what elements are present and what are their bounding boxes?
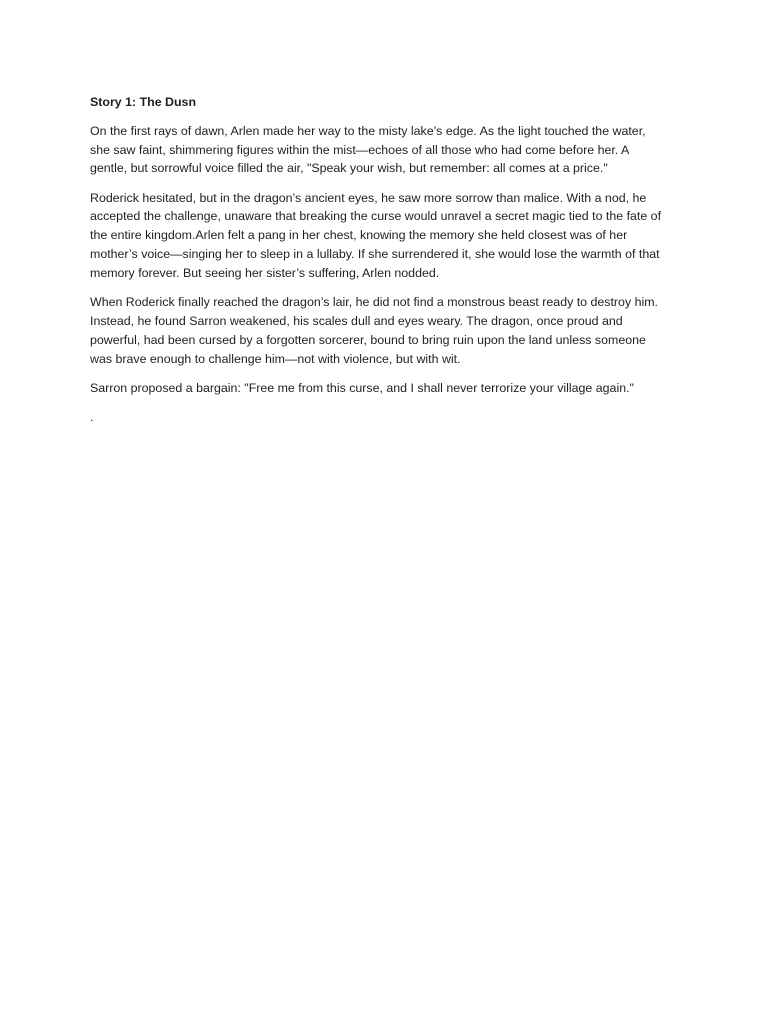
paragraph-4	[90, 379, 682, 398]
document-body	[90, 93, 682, 427]
paragraph-line: memory forever. But seeing her sister’s suffering, Arlen nodded.	[90, 265, 440, 280]
paragraph-line: accepted the challenge, unaware that breaking the curse would unravel a secret magic tied to the fate of	[90, 209, 662, 224]
paragraph-line: she saw faint, shimmering figures within the mist—echoes of all those who had come before her. A	[90, 142, 630, 157]
paragraph-line: Roderick hesitated, but in the dragon’s ancient eyes, he saw more sorrow than malice. With a nod, he	[90, 190, 647, 205]
trailing-period: .	[90, 410, 94, 425]
paragraph-line: was brave enough to challenge him—not with violence, but with wit.	[90, 351, 461, 366]
paragraph-2	[90, 189, 682, 283]
paragraph-line: the entire kingdom.Arlen felt a pang in her chest, knowing the memory she held closest was of her	[90, 228, 628, 243]
story-title: Story 1: The Dusn	[90, 95, 197, 109]
paragraph-line: When Roderick finally reached the dragon’s lair, he did not find a monstrous beast ready to destroy him.	[90, 295, 658, 310]
paragraph-line: mother’s voice—singing her to sleep in a lullaby. If she surrendered it, she would lose the warmth of that	[90, 247, 660, 262]
paragraph-1	[90, 122, 682, 178]
paragraph-line: On the first rays of dawn, Arlen made her way to the misty lake’s edge. As the light touched the water,	[90, 123, 646, 138]
paragraph-line: Sarron proposed a bargain: "Free me from this curse, and I shall never terrorize your village again."	[90, 380, 634, 395]
paragraph-line: gentle, but sorrowful voice filled the air, "Speak your wish, but remember: all comes at a price."	[90, 161, 608, 176]
paragraph-line: powerful, had been cursed by a forgotten sorcerer, bound to bring ruin upon the land unless someone	[90, 332, 646, 347]
paragraph-line: Instead, he found Sarron weakened, his scales dull and eyes weary. The dragon, once proud and	[90, 313, 623, 328]
paragraph-3	[90, 293, 682, 368]
